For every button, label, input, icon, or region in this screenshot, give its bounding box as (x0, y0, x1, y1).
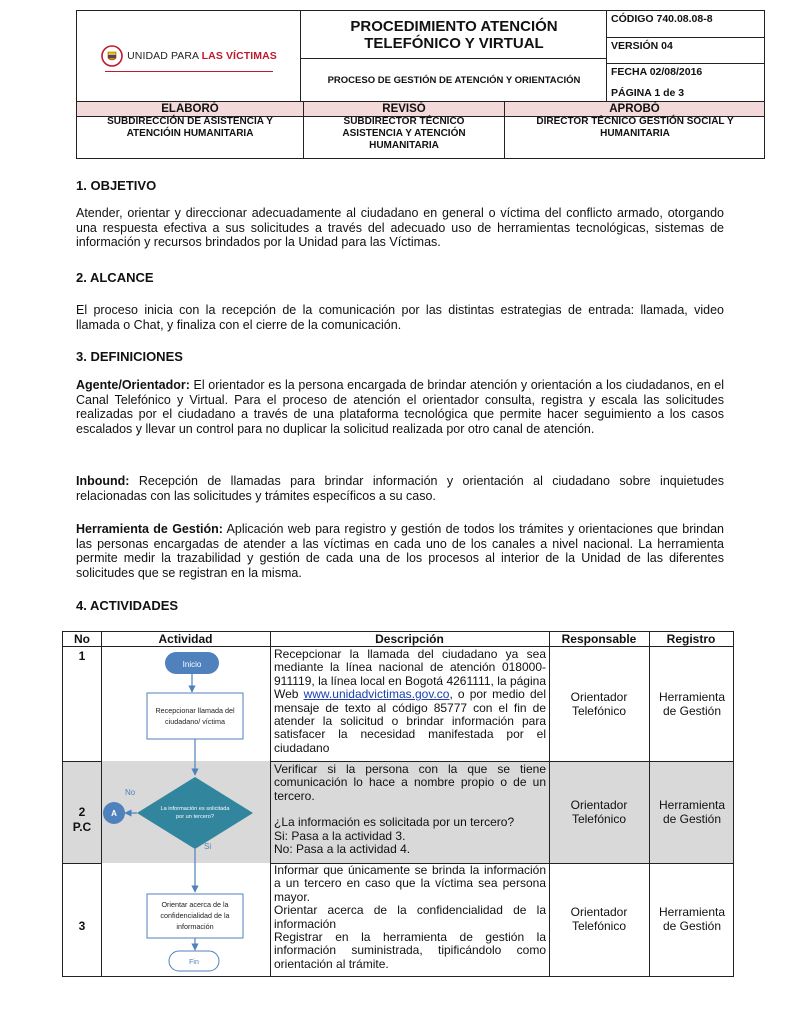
logo (77, 11, 301, 101)
definition-inbound (76, 474, 724, 503)
definition-inbound-term: Inbound: (76, 474, 130, 488)
document-title (301, 11, 607, 59)
aprobo-label: APROBÓ (609, 103, 660, 115)
logo-text-plain: UNIDAD PARA (127, 50, 199, 62)
row-1-no: 1 (78, 649, 86, 663)
flow-yes-label: Si (204, 842, 212, 851)
row-3-description: Informar que únicamente se brinda la información a un tercero en caso que la víctima sea persona mayor. Orientar acerca de la confidencialidad de la información Registrar en la herramienta de gestión la información suministrada, tipificándolo como orientación al trámite. (274, 863, 546, 971)
row-3-registro: Herramienta de Gestión (658, 905, 726, 933)
definition-herramienta (76, 522, 724, 580)
definition-agente-term: Agente/Orientador: (76, 378, 190, 392)
activities-table (62, 631, 734, 977)
flow-end-label: Fin (189, 959, 199, 966)
page-number: PÁGINA 1 de 3 (611, 87, 685, 99)
reviso-label: REVISÓ (382, 103, 426, 115)
flow-start-label: Inicio (182, 660, 202, 669)
coat-of-arms-icon (101, 45, 123, 67)
flow-decision-line1: La información es solicitada (160, 806, 230, 812)
column-header-actividad: Actividad (158, 632, 213, 646)
website-link[interactable]: www.unidadvictimas.gov.co (303, 687, 450, 702)
section-objetivo-text: Atender, orientar y direccionar adecuadamente al ciudadano en general o víctima del conflicto armado, otorgando una respuesta efectiva a sus solicitudes a través del adecuado uso de herramientas tecnológicas, sistemas de información y recursos brindados por la Unidad para las Víctimas. (76, 206, 724, 250)
document-header (76, 10, 765, 159)
column-header-no: No (74, 632, 90, 646)
process-name: PROCESO DE GESTIÓN DE ATENCIÓN Y ORIENTACIÓN (327, 74, 581, 86)
flow-step-receive-call (147, 693, 243, 739)
flow-step-confidentiality-line2: confidencialidad de la (160, 911, 230, 920)
section-actividades-title: 4. ACTIVIDADES (76, 598, 179, 613)
activity-flowchart (101, 647, 272, 976)
row-1-description: Recepcionar la llamada del ciudadano ya sea mediante la línea nacional de atención 018000-911119, la línea local en Bogotá 4261111, la página Web www.unidadvictimas.gov.co, o por medio del mensaje de texto al código 85777 con el fin de atender la solicitud o brindar información para satisfacer la necesidad manifestada por el ciudadano (274, 647, 546, 755)
aprobo-value: DIRECTOR TÉCNICO GESTIÓN SOCIAL Y HUMANITARIA (536, 116, 734, 139)
flow-step-confidentiality-line1: Orientar acerca de la (161, 900, 229, 909)
title-line-2: TELEFÓNICO Y VIRTUAL (364, 35, 544, 52)
section-alcance-title: 2. ALCANCE (76, 270, 154, 285)
column-header-descripcion: Descripción (375, 632, 444, 646)
document-code: CÓDIGO 740.08.08-8 (611, 13, 713, 25)
logo-text-bold: LAS VÍCTIMAS (201, 50, 277, 62)
flow-step-confidentiality-line3: información (176, 922, 214, 931)
row-1-registro: Herramienta de Gestión (658, 690, 726, 718)
column-header-responsable: Responsable (561, 632, 637, 646)
flow-no-label: No (125, 788, 136, 797)
row-2-responsable: Orientador Telefónico (570, 798, 628, 826)
row-2-registro: Herramienta de Gestión (658, 798, 726, 826)
section-definiciones-title: 3. DEFINICIONES (76, 349, 183, 364)
flow-step-receive-call-line2: ciudadano/ víctima (165, 717, 225, 726)
definition-inbound-text: Recepción de llamadas para brindar información y orientación al ciudadano sobre inquietudes relacionadas con las solicitudes y trámites específicos a su caso. (76, 474, 724, 503)
title-line-1: PROCEDIMIENTO ATENCIÓN (350, 18, 558, 35)
reviso-value: SUBDIRECTOR TÉCNICO ASISTENCIA Y ATENCIÓN HUMANITARIA (342, 116, 466, 151)
definition-agente (76, 378, 724, 436)
row-2-no: 2 P.C (72, 805, 92, 834)
definition-agente-text: El orientador es la persona encargada de brindar atención y orientación a los ciudadanos, en el Canal Telefónico y Virtual. Para el proceso de atención el orientador consulta, registra y escala las solicitudes realizadas por el ciudadano a través de una plataforma tecnológica que permite hacer seguimiento a los casos escalados y llevar un control para no duplicar la solicitud realizada por otro canal de atención. (76, 378, 724, 436)
row-2-description: Verificar si la persona con la que se tiene comunicación lo hace a nombre propio o de un tercero. ¿La información es solicitada por un tercero? Si: Pasa a la actividad 3. No: Pasa a la actividad 4. (274, 762, 546, 857)
flow-connector-a-label: A (111, 809, 117, 818)
approval-header-row (77, 101, 764, 117)
section-alcance-text: El proceso inicia con la recepción de la comunicación por las distintas estrategias de entrada: llamada, video llamada o Chat, y finaliza con el cierre de la comunicación. (76, 303, 724, 332)
flow-decision-line2: por un tercero? (176, 814, 214, 820)
document-date: FECHA 02/08/2016 (611, 66, 703, 78)
document-version: VERSIÓN 04 (611, 40, 673, 52)
definition-herramienta-term: Herramienta de Gestión: (76, 522, 223, 536)
row-3-responsable: Orientador Telefónico (570, 905, 628, 933)
flow-decision-third-party (137, 777, 253, 849)
definition-herramienta-text: Aplicación web para registro y gestión de todos los trámites y orientaciones que brindan las personas encargadas de atender a las víctimas en cada uno de los canales a nivel nacional. La herramienta permite medir la trazabilidad y gestión de cada una de los procesos al interior de la Unidad de las diferentes solicitudes que se registran en la misma. (76, 522, 724, 580)
section-objetivo-title: 1. OBJETIVO (76, 178, 157, 193)
elaboro-value: SUBDIRECCIÓN DE ASISTENCIA Y ATENCIÓIN HUMANITARIA (107, 116, 273, 139)
flow-step-receive-call-line1: Recepcionar llamada del (155, 706, 235, 715)
column-header-registro: Registro (666, 632, 716, 646)
row-3-no: 3 (78, 919, 86, 933)
row-1-responsable: Orientador Telefónico (570, 690, 628, 718)
elaboro-label: ELABORÓ (161, 103, 219, 115)
